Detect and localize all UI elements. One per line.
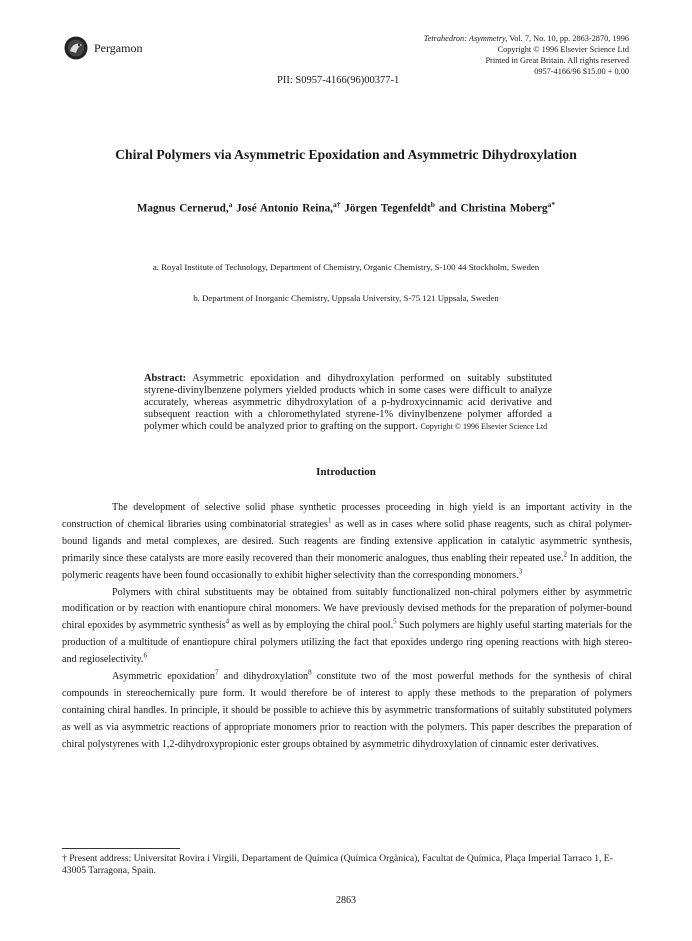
abstract-copyright: Copyright © 1996 Elsevier Science Ltd bbox=[420, 421, 548, 431]
author-name: and Christina Moberg bbox=[438, 202, 548, 215]
paragraph-text: as well as by employing the chiral pool. bbox=[229, 620, 394, 632]
article-title: Chiral Polymers via Asymmetric Epoxidation and Asymmetric Dihydroxylation bbox=[115, 147, 577, 162]
paragraph-text: Polymers with chiral substituents may be obtained from suitably functionalized non-chiral polymers either by asymmetric modification or by reaction with enantiopure chiral monomers. We have previously devised methods for the preparation of polymer-bound chiral epoxides by asymmetric synthesis bbox=[62, 586, 632, 632]
journal-citation bbox=[309, 33, 629, 44]
affiliation-a: a. Royal Institute of Technology, Department of Chemistry, Organic Chemistry, S-100 44 Stockholm, Sweden bbox=[152, 262, 540, 272]
publisher-name: Pergamon bbox=[94, 41, 143, 55]
paragraph bbox=[62, 585, 632, 670]
paragraph-text: Asymmetric epoxidation bbox=[112, 671, 215, 683]
abstract-text: Asymmetric epoxidation and dihydroxylation performed on suitably substituted styrene-divinylbenzene polymers yielded products which in some cases were difficult to analyze accurately, whereas asymmetric dihydroxylation of a p-hydroxycinnamic acid derivative and subsequent reaction with a chloromethylated styrene-1% divinylbenzene polymer afforded a polymer which could be analyzed prior to grafting on the support. bbox=[144, 373, 552, 432]
pergamon-logo-icon bbox=[64, 36, 88, 60]
author-mark: a† bbox=[332, 200, 341, 209]
reference-mark: 3 bbox=[518, 567, 523, 576]
issn-line: 0957-4166/96 $15.00 + 0.00 bbox=[534, 67, 629, 76]
reference-mark: 8 bbox=[308, 668, 312, 677]
reference-mark: 2 bbox=[563, 550, 568, 559]
section-heading-introduction: Introduction bbox=[316, 466, 376, 478]
affiliation-b: b. Department of Inorganic Chemistry, Uppsala University, S-75 121 Uppsala, Sweden bbox=[193, 293, 499, 303]
pii-identifier: PII: S0957-4166(96)00377-1 bbox=[277, 75, 400, 86]
paragraph-text: constitute two of the most powerful methods for the synthesis of chiral compounds in stereochemically pure form. It would therefore be of interest to apply these methods to the preparation of polymers containing chiral handles. In principle, it should be possible to achieve this by asymmetric transformations of suitably substituted polymers as well as via asymmetric reactions of appropriate monomers prior to reaction with the polymers. This paper describes the preparation of chiral polystyrenes with 1,2-dihydroxypropionic ester groups obtained by asymmetric dihydroxylation of cinnamic ester derivatives. bbox=[62, 671, 632, 750]
copyright-line: Copyright © 1996 Elsevier Science Ltd bbox=[497, 45, 629, 54]
reference-mark: 4 bbox=[225, 617, 230, 626]
abstract-label: Abstract: bbox=[144, 373, 187, 384]
author-name: Magnus Cernerud, bbox=[136, 202, 229, 215]
author-name: Jörgen Tegenfeldt bbox=[344, 202, 431, 215]
footnote-divider bbox=[62, 848, 180, 849]
author-mark: b bbox=[430, 200, 435, 209]
reference-mark: 7 bbox=[215, 668, 219, 677]
journal-name: Tetrahedron: Asymmetry, bbox=[423, 34, 508, 43]
author-name: José Antonio Reina, bbox=[236, 202, 333, 215]
page-number: 2863 bbox=[336, 895, 356, 906]
author-list bbox=[30, 200, 662, 215]
author-mark: a* bbox=[547, 200, 556, 209]
reference-mark: 6 bbox=[143, 651, 147, 660]
paragraph bbox=[62, 669, 632, 754]
paragraph-text: In addition, the polymeric reagents have been found occasionally to exhibit higher selectivity than the corresponding monomers. bbox=[62, 552, 632, 581]
footnote: † Present address: Universitat Rovira i Virgili, Departament de Química (Química Orgànica), Facultat de Química, Plaça Imperial Tarraco 1, E-43005 Tarragona, Spain. bbox=[62, 853, 613, 876]
reference-mark: 5 bbox=[393, 617, 397, 626]
author-mark: a bbox=[228, 200, 233, 209]
paragraph-text: The development of selective solid phase synthetic processes proceeding in high yield is an important activity in the construction of chemical libraries using combinatorial strategies bbox=[62, 502, 632, 530]
journal-volume: Vol. 7, No. 10, pp. 2863-2870, 1996 bbox=[507, 34, 629, 43]
paragraph bbox=[62, 500, 632, 585]
printed-line: Printed in Great Britain. All rights reserved bbox=[485, 56, 629, 65]
paragraph-text: and dihydroxylation bbox=[218, 671, 309, 683]
introduction-body bbox=[62, 500, 632, 754]
journal-info bbox=[309, 33, 629, 77]
paragraph-text: Such polymers are highly useful starting materials for the production of a multitude of enantiopure chiral polymers utilizing the fact that epoxides undergo ring opening reactions with high stereo- and regioselectivity. bbox=[62, 620, 632, 666]
paragraph-text: as well as in cases where solid phase reagents, such as chiral polymer-bound ligands and metal complexes, are desired. Such reagents are finding extensive application in catalytic asymmetric synthesis, primarily since these catalysts are more easily recovered than their monomeric analogues, thus enabling their repeated use. bbox=[62, 518, 633, 564]
abstract bbox=[144, 373, 552, 433]
reference-mark: 1 bbox=[327, 516, 332, 525]
